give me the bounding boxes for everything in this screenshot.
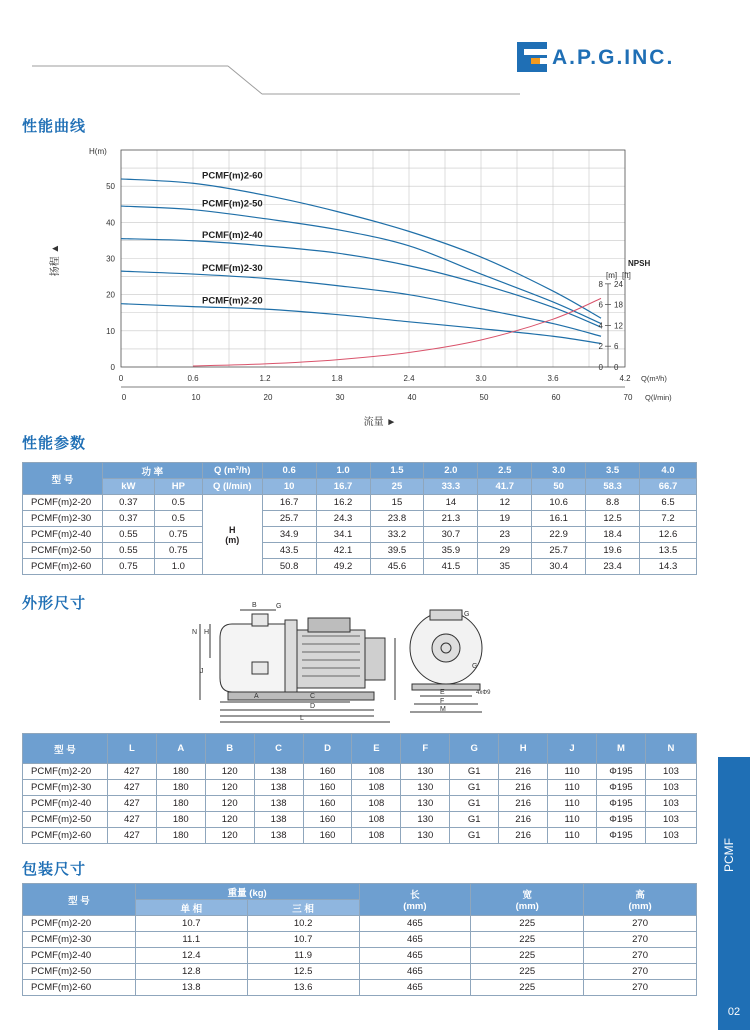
q-lmin-value: 16.7	[316, 479, 370, 495]
head-cell: 19.6	[586, 543, 640, 559]
kw-cell: 0.55	[102, 543, 154, 559]
dim-cell: 120	[205, 764, 254, 780]
dim-cell: 108	[352, 828, 401, 844]
dim-label-l: L	[300, 715, 304, 722]
pack-cell: 465	[359, 980, 471, 996]
head-cell: 39.5	[370, 543, 424, 559]
head-cell: 30.7	[424, 527, 478, 543]
side-tab-label: PCMF	[722, 838, 736, 872]
q-lmin-value: 50	[532, 479, 586, 495]
y-tick-label: 50	[106, 182, 115, 192]
model-cell: PCMF(m)2-50	[23, 543, 103, 559]
npsh-title: NPSH	[628, 258, 651, 268]
head-cell: 25.7	[532, 543, 586, 559]
section-title-params: 性能参数	[22, 434, 87, 452]
q-lmin-value: 10	[262, 479, 316, 495]
dim-cell: 160	[303, 812, 352, 828]
y-axis-side-label: 扬程 ▲	[50, 243, 61, 277]
dim-cell: 427	[107, 780, 156, 796]
model-cell: PCMF(m)2-60	[23, 559, 103, 575]
table-row	[23, 511, 697, 527]
dim-cell: Φ195	[596, 764, 645, 780]
dim-cell: G1	[450, 812, 499, 828]
section-title-curve: 性能曲线	[22, 117, 87, 135]
pack-cell: 270	[584, 916, 697, 932]
table-row	[23, 559, 697, 575]
y-axis-label: H(m)	[89, 147, 107, 156]
head-cell: 16.2	[316, 495, 370, 511]
head-cell: 41.5	[424, 559, 478, 575]
pump-front-drawing	[402, 604, 502, 724]
npsh-ft-tick-label: 0	[614, 363, 619, 372]
q-m3h-header: Q (m³/h)	[202, 463, 262, 479]
pack-cell: 225	[471, 948, 584, 964]
pack-cell: 225	[471, 964, 584, 980]
width-unit: (mm)	[515, 901, 539, 912]
height-header	[584, 884, 697, 916]
y-tick-label: 30	[106, 254, 115, 264]
dim-cell: G1	[450, 764, 499, 780]
pack-cell: 465	[359, 916, 471, 932]
head-cell: 8.8	[586, 495, 640, 511]
dim-cell: 110	[548, 796, 597, 812]
dim-label-d: D	[310, 703, 316, 710]
q-lmin-value: 25	[370, 479, 424, 495]
pack-model-header: 型 号	[23, 884, 136, 916]
x-tick-label: 3.0	[475, 374, 487, 383]
dim-cell: 130	[401, 764, 450, 780]
table-row	[23, 764, 697, 780]
dim-header: C	[254, 734, 303, 764]
dim-label-c: C	[310, 693, 316, 700]
q-lmin-value: 58.3	[586, 479, 640, 495]
head-cell: 35	[478, 559, 532, 575]
dim-label-g: G	[276, 603, 282, 610]
model-cell: PCMF(m)2-20	[23, 764, 108, 780]
head-cell: 42.1	[316, 543, 370, 559]
dim-cell: 180	[156, 812, 205, 828]
head-cell: 6.5	[640, 495, 697, 511]
dim-cell: 110	[548, 828, 597, 844]
y-tick-label: 0	[110, 363, 115, 372]
dim-cell: 138	[254, 828, 303, 844]
head-cell: 23	[478, 527, 532, 543]
hp-header: HP	[154, 479, 202, 495]
model-cell: PCMF(m)2-40	[23, 796, 108, 812]
dim-cell: G1	[450, 796, 499, 812]
model-cell: PCMF(m)2-30	[23, 511, 103, 527]
power-header: 功 率	[102, 463, 202, 479]
head-cell: 23.4	[586, 559, 640, 575]
head-cell: 23.8	[370, 511, 424, 527]
head-cell: 29	[478, 543, 532, 559]
dim-cell: 108	[352, 780, 401, 796]
dim-cell: 103	[645, 828, 696, 844]
q-m3h-value: 3.5	[586, 463, 640, 479]
dim-header: B	[205, 734, 254, 764]
x-lmin-tick-label: 20	[263, 393, 273, 402]
dim-cell: 216	[499, 764, 548, 780]
dim-cell: 110	[548, 764, 597, 780]
x-lmin-tick-label: 0	[121, 393, 127, 402]
pack-cell: 12.8	[135, 964, 247, 980]
head-cell: 25.7	[262, 511, 316, 527]
dim-label-h: H	[204, 629, 210, 636]
series-label: PCMF(m)2-60	[202, 170, 263, 182]
x-axis-label-lmin: Q(l/min)	[645, 393, 672, 402]
pack-cell: 465	[359, 964, 471, 980]
npsh-m-unit: [m]	[606, 270, 618, 280]
dim-cell: 120	[205, 796, 254, 812]
head-cell: 10.6	[532, 495, 586, 511]
dim-header: G	[450, 734, 499, 764]
head-cell: 12	[478, 495, 532, 511]
h-unit: (m)	[225, 534, 240, 545]
dim-cell: 103	[645, 764, 696, 780]
head-cell: 13.5	[640, 543, 697, 559]
y-tick-label: 40	[106, 218, 115, 228]
q-m3h-value: 0.6	[262, 463, 316, 479]
dim-cell: 120	[205, 812, 254, 828]
x-tick-label: 0	[118, 374, 124, 383]
q-lmin-value: 33.3	[424, 479, 478, 495]
hp-cell: 0.75	[154, 543, 202, 559]
head-cell: 21.3	[424, 511, 478, 527]
front-label-holes: 4xΦ9	[476, 690, 491, 696]
x-lmin-tick-label: 30	[335, 393, 345, 402]
head-cell: 7.2	[640, 511, 697, 527]
table-row	[23, 980, 697, 996]
kw-cell: 0.75	[102, 559, 154, 575]
dim-cell: 427	[107, 812, 156, 828]
x-tick-label: 3.6	[547, 374, 559, 383]
pack-cell: 465	[359, 948, 471, 964]
table-row	[23, 796, 697, 812]
q-lmin-value: 41.7	[478, 479, 532, 495]
width-label: 宽	[522, 890, 532, 901]
table-row	[23, 948, 697, 964]
npsh-m-tick-label: 4	[598, 321, 603, 331]
dim-cell: 216	[499, 812, 548, 828]
q-lmin-header: Q (l/min)	[202, 479, 262, 495]
dim-header: F	[401, 734, 450, 764]
dim-cell: 427	[107, 764, 156, 780]
front-label-e: E	[440, 689, 445, 696]
dim-cell: 216	[499, 828, 548, 844]
dim-cell: 138	[254, 812, 303, 828]
model-cell: PCMF(m)2-20	[23, 916, 136, 932]
x-lmin-tick-label: 10	[191, 393, 201, 402]
dim-cell: 103	[645, 796, 696, 812]
series-label: PCMF(m)2-30	[202, 263, 263, 275]
dim-cell: 160	[303, 764, 352, 780]
model-cell: PCMF(m)2-60	[23, 980, 136, 996]
dim-cell: Φ195	[596, 780, 645, 796]
head-cell: 34.1	[316, 527, 370, 543]
series-label: PCMF(m)2-50	[202, 198, 263, 210]
head-cell: 34.9	[262, 527, 316, 543]
model-cell: PCMF(m)2-20	[23, 495, 103, 511]
model-cell: PCMF(m)2-50	[23, 812, 108, 828]
head-cell: 18.4	[586, 527, 640, 543]
dim-header: E	[352, 734, 401, 764]
x-tick-label: 2.4	[403, 374, 415, 383]
q-m3h-value: 2.0	[424, 463, 478, 479]
front-label-f: F	[440, 698, 445, 705]
head-cell: 16.7	[262, 495, 316, 511]
kw-header: kW	[102, 479, 154, 495]
pack-cell: 465	[359, 932, 471, 948]
h-label: H	[228, 524, 236, 535]
dim-label-b: B	[252, 602, 257, 609]
section-title-dims: 外形尺寸	[22, 594, 87, 612]
dim-cell: 138	[254, 780, 303, 796]
dim-cell: Φ195	[596, 828, 645, 844]
front-label-m: M	[440, 706, 446, 713]
table-row	[23, 828, 697, 844]
dim-label-j: J	[200, 668, 204, 675]
npsh-ft-tick-label: 24	[614, 279, 623, 289]
dim-header: A	[156, 734, 205, 764]
npsh-m-tick-label: 6	[598, 300, 603, 310]
page-number: 02	[727, 1006, 741, 1018]
npsh-ft-tick-label: 6	[614, 342, 619, 352]
head-cell: 45.6	[370, 559, 424, 575]
dim-header: 型 号	[23, 734, 108, 764]
dim-header: L	[107, 734, 156, 764]
q-m3h-value: 2.5	[478, 463, 532, 479]
x-axis-label-m3h: Q(m³/h)	[641, 374, 667, 383]
q-m3h-value: 1.5	[370, 463, 424, 479]
pack-cell: 10.7	[135, 916, 247, 932]
dim-cell: 160	[303, 796, 352, 812]
npsh-m-tick-label: 0	[598, 363, 603, 372]
table-row	[23, 964, 697, 980]
pack-cell: 12.5	[247, 964, 359, 980]
dim-cell: G1	[450, 828, 499, 844]
front-label-g1: G	[464, 611, 470, 618]
head-cell: 49.2	[316, 559, 370, 575]
hp-cell: 0.75	[154, 527, 202, 543]
dim-cell: 110	[548, 780, 597, 796]
head-cell: 12.6	[640, 527, 697, 543]
x-lmin-tick-label: 60	[551, 393, 561, 402]
height-label: 高	[635, 890, 645, 901]
pack-cell: 10.7	[247, 932, 359, 948]
x-tick-label: 1.2	[259, 374, 271, 383]
dim-cell: 216	[499, 796, 548, 812]
head-cell: 22.9	[532, 527, 586, 543]
dim-cell: 130	[401, 828, 450, 844]
head-cell: 43.5	[262, 543, 316, 559]
dim-cell: 138	[254, 764, 303, 780]
single-phase-header: 单 相	[135, 900, 247, 916]
dim-cell: 180	[156, 780, 205, 796]
head-cell: 33.2	[370, 527, 424, 543]
dim-cell: 110	[548, 812, 597, 828]
x-lmin-tick-label: 50	[479, 393, 489, 402]
dim-label-n: N	[192, 629, 198, 636]
dim-cell: 216	[499, 780, 548, 796]
y-tick-label: 20	[106, 290, 115, 300]
head-cell: 35.9	[424, 543, 478, 559]
table-row	[23, 916, 697, 932]
dim-cell: 180	[156, 764, 205, 780]
kw-cell: 0.37	[102, 495, 154, 511]
performance-chart	[0, 140, 720, 435]
q-lmin-value: 66.7	[640, 479, 697, 495]
x-tick-label: 4.2	[619, 374, 631, 383]
npsh-ft-tick-label: 12	[614, 321, 623, 331]
side-tab	[718, 757, 750, 1030]
model-cell: PCMF(m)2-40	[23, 527, 103, 543]
npsh-m-tick-label: 2	[598, 342, 603, 352]
h-unit-cell	[202, 495, 262, 575]
packing-table	[22, 883, 697, 996]
y-tick-label: 10	[106, 326, 115, 336]
pack-cell: 270	[584, 948, 697, 964]
pack-cell: 225	[471, 980, 584, 996]
dim-cell: 160	[303, 828, 352, 844]
height-unit: (mm)	[628, 901, 652, 912]
head-cell: 12.5	[586, 511, 640, 527]
dim-header: N	[645, 734, 696, 764]
model-header: 型 号	[23, 463, 103, 495]
table-row	[23, 812, 697, 828]
dim-cell: 427	[107, 828, 156, 844]
dim-cell: 427	[107, 796, 156, 812]
head-cell: 14.3	[640, 559, 697, 575]
dim-header: J	[548, 734, 597, 764]
dim-cell: 160	[303, 780, 352, 796]
hp-cell: 0.5	[154, 511, 202, 527]
dim-cell: 103	[645, 780, 696, 796]
head-cell: 19	[478, 511, 532, 527]
model-cell: PCMF(m)2-30	[23, 932, 136, 948]
pack-cell: 10.2	[247, 916, 359, 932]
q-m3h-value: 3.0	[532, 463, 586, 479]
dim-header: H	[499, 734, 548, 764]
dim-cell: 108	[352, 764, 401, 780]
dim-cell: Φ195	[596, 796, 645, 812]
table-row	[23, 527, 697, 543]
series-label: PCMF(m)2-20	[202, 295, 263, 307]
x-tick-label: 0.6	[187, 374, 199, 383]
dim-cell: 130	[401, 812, 450, 828]
table-row	[23, 543, 697, 559]
dim-cell: 103	[645, 812, 696, 828]
hp-cell: 1.0	[154, 559, 202, 575]
dim-cell: 108	[352, 796, 401, 812]
dim-cell: 130	[401, 796, 450, 812]
head-cell: 30.4	[532, 559, 586, 575]
pack-cell: 13.6	[247, 980, 359, 996]
x-lmin-tick-label: 70	[623, 393, 633, 402]
model-cell: PCMF(m)2-40	[23, 948, 136, 964]
pack-cell: 11.1	[135, 932, 247, 948]
width-header	[471, 884, 584, 916]
pack-cell: 225	[471, 916, 584, 932]
pack-cell: 11.9	[247, 948, 359, 964]
dim-cell: 120	[205, 828, 254, 844]
length-label: 长	[410, 890, 420, 901]
dim-header: M	[596, 734, 645, 764]
dim-cell: 138	[254, 796, 303, 812]
dim-label-a: A	[254, 693, 259, 700]
head-cell: 16.1	[532, 511, 586, 527]
model-cell: PCMF(m)2-60	[23, 828, 108, 844]
performance-table	[22, 462, 697, 575]
pack-cell: 13.8	[135, 980, 247, 996]
series-label: PCMF(m)2-40	[202, 229, 263, 241]
head-cell: 50.8	[262, 559, 316, 575]
dim-cell: 130	[401, 780, 450, 796]
dim-cell: 108	[352, 812, 401, 828]
table-row	[23, 780, 697, 796]
x-axis-title: 流量 ►	[363, 417, 397, 428]
head-cell: 15	[370, 495, 424, 511]
q-m3h-value: 4.0	[640, 463, 697, 479]
head-cell: 24.3	[316, 511, 370, 527]
dim-header: D	[303, 734, 352, 764]
table-row	[23, 495, 697, 511]
head-cell: 14	[424, 495, 478, 511]
pack-cell: 270	[584, 980, 697, 996]
model-cell: PCMF(m)2-50	[23, 964, 136, 980]
model-cell: PCMF(m)2-30	[23, 780, 108, 796]
length-header	[359, 884, 471, 916]
dimension-table	[22, 733, 697, 844]
kw-cell: 0.37	[102, 511, 154, 527]
dim-cell: Φ195	[596, 812, 645, 828]
q-m3h-value: 1.0	[316, 463, 370, 479]
logo-icon	[517, 42, 547, 72]
hp-cell: 0.5	[154, 495, 202, 511]
x-lmin-tick-label: 40	[407, 393, 417, 402]
npsh-ft-unit: [ft]	[622, 270, 631, 280]
pack-cell: 12.4	[135, 948, 247, 964]
pack-cell: 270	[584, 964, 697, 980]
section-title-packing: 包装尺寸	[22, 860, 87, 878]
dim-cell: 120	[205, 780, 254, 796]
weight-header: 重量 (kg)	[135, 884, 359, 900]
dim-cell: 180	[156, 828, 205, 844]
brand-name: A.P.G.INC.	[552, 46, 675, 69]
front-label-g2: G	[472, 663, 478, 670]
pack-cell: 225	[471, 932, 584, 948]
x-tick-label: 1.8	[331, 374, 343, 383]
three-phase-header: 三 相	[247, 900, 359, 916]
length-unit: (mm)	[403, 901, 427, 912]
npsh-ft-tick-label: 18	[614, 300, 623, 310]
kw-cell: 0.55	[102, 527, 154, 543]
npsh-m-tick-label: 8	[598, 279, 603, 289]
table-row	[23, 932, 697, 948]
pack-cell: 270	[584, 932, 697, 948]
dim-cell: G1	[450, 780, 499, 796]
dim-cell: 180	[156, 796, 205, 812]
